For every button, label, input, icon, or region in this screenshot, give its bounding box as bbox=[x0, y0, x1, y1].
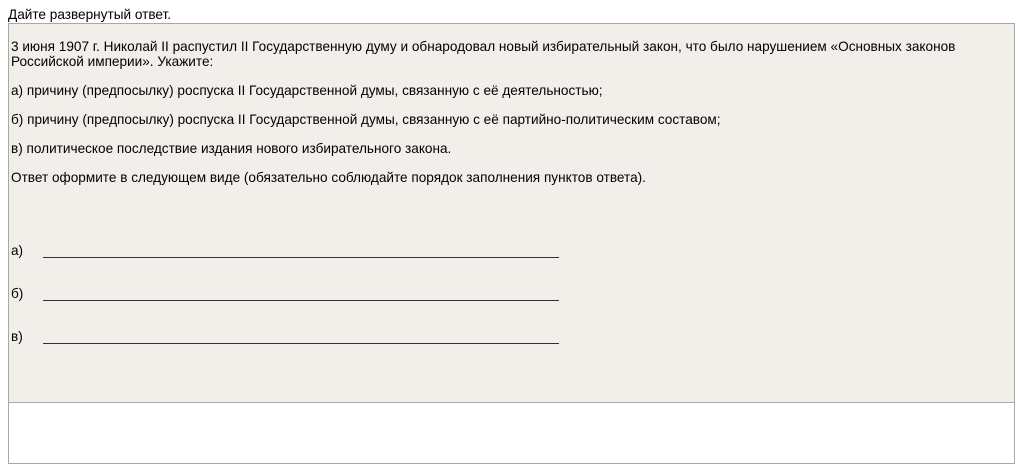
answer-template-label-b: б) bbox=[11, 286, 24, 301]
instruction-text: Дайте развернутый ответ. bbox=[8, 7, 171, 22]
format-note: Ответ оформите в следующем виде (обязательно соблюдайте порядок заполнения пунктов ответа). bbox=[11, 170, 646, 185]
answer-template-label-a: а) bbox=[11, 243, 24, 258]
task-item-b: б) причину (предпосылку) роспуска II Государственной думы, связанную с её партийно-политическим составом; bbox=[11, 112, 721, 127]
answer-template-line-b bbox=[43, 300, 559, 301]
task-intro: 3 июня 1907 г. Николай II распустил II Государственную думу и обнародовал новый избирательный закон, что было нарушением «Основных законов Российской империи». Укажите: bbox=[11, 39, 956, 69]
task-box bbox=[8, 23, 1015, 403]
answer-template-row-c bbox=[11, 329, 571, 347]
task-item-c: в) политическое последствие издания нового избирательного закона. bbox=[11, 141, 452, 156]
answer-template-row-a bbox=[11, 243, 571, 261]
answer-template-row-b bbox=[11, 286, 571, 304]
task-item-a: а) причину (предпосылку) роспуска II Государственной думы, связанную с её деятельностью; bbox=[11, 83, 603, 98]
answer-template-label-c: в) bbox=[11, 329, 23, 344]
answer-template-line-c bbox=[43, 343, 559, 344]
answer-template-line-a bbox=[43, 257, 559, 258]
answer-input-area[interactable] bbox=[8, 403, 1015, 464]
task-text bbox=[11, 39, 1011, 199]
